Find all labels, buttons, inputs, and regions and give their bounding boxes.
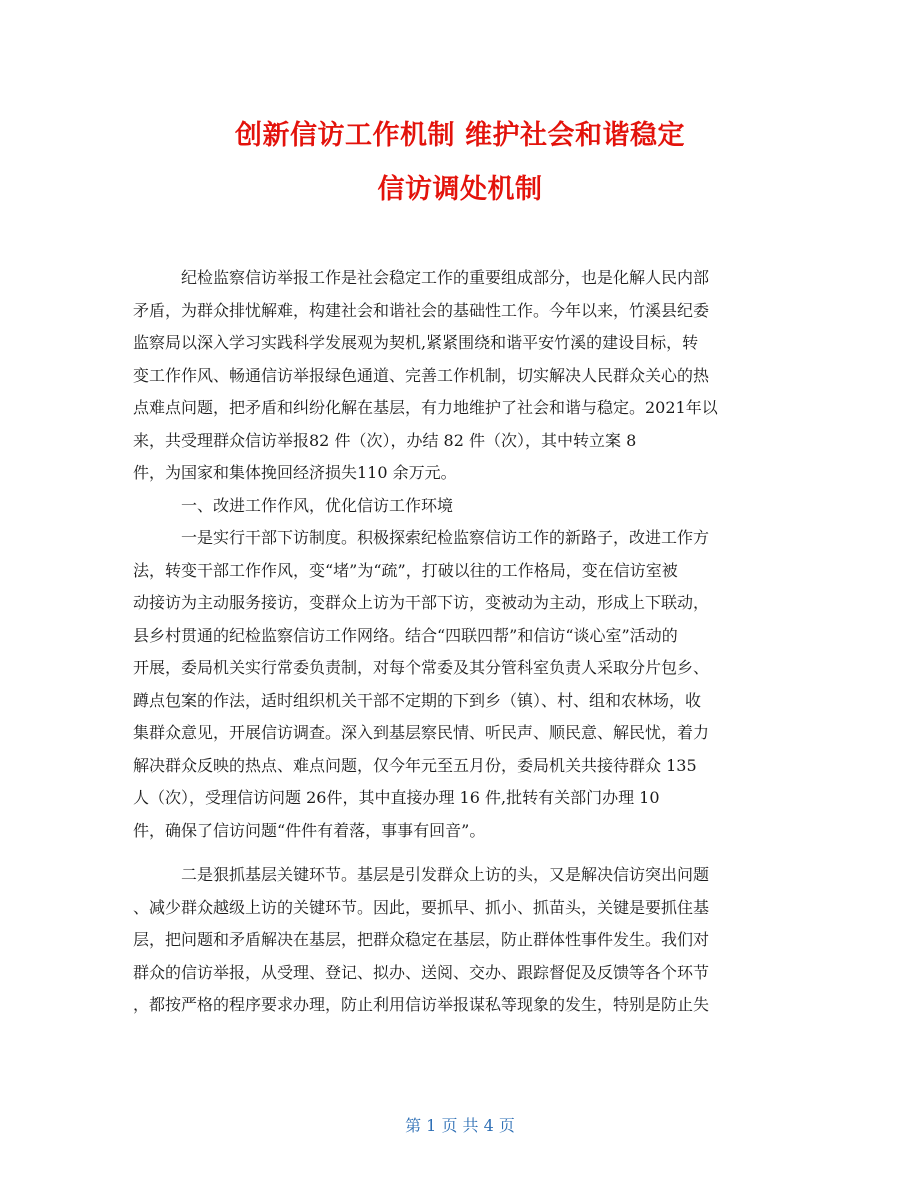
text-line: 群众的信访举报，从受理、登记、拟办、送阅、交办、跟踪督促及反馈等各个环节: [133, 962, 710, 982]
text-line: 蹲点包案的作法，适时组织机关干部不定期的下到乡（镇）、村、组和农林场，收: [133, 690, 702, 710]
text-line: 件，确保了信访问题“件件有着落，事事有回音”。: [133, 820, 486, 840]
text-line: 一是实行干部下访制度。积极探索纪检监察信访工作的新路子，改进工作方: [181, 528, 710, 547]
text-line: 开展，委局机关实行常委负责制，对每个常委及其分管科室负责人采取分片包乡、: [133, 658, 710, 677]
text-line: 人（次），受理信访问题 26件，其中直接办理 16 件,批转有关部门办理 10: [133, 788, 660, 807]
text-line: 来，共受理群众信访举报82 件（次），办结 82 件（次），其中转立案 8: [133, 430, 637, 450]
section-heading: 一、改进工作作风，优化信访工作环境: [181, 495, 454, 515]
text-line: 纪检监察信访举报工作是社会稳定工作的重要组成部分，也是化解人民内部: [181, 268, 710, 287]
text-line: 动接访为主动服务接访，变群众上访为干部下访，变被动为主动，形成上下联动，: [133, 593, 710, 612]
document-body: [133, 262, 793, 1022]
paragraph-cadre-visits: [133, 522, 793, 847]
page-number-footer: 第 1 页 共 4 页: [405, 1116, 515, 1135]
text-line: 县乡村贯通的纪检监察信访工作网络。结合“四联四帮”和信访“谈心室”活动的: [133, 625, 678, 645]
text-line: 解决群众反映的热点、难点问题，仅今年元至五月份，委局机关共接待群众 135: [133, 755, 697, 775]
text-line: 变工作作风、畅通信访举报绿色通道、完善工作机制，切实解决人民群众关心的热: [133, 365, 710, 385]
paragraph-grassroots: [133, 859, 793, 1022]
text-line: ，都按严格的程序要求办理，防止利用信访举报谋私等现象的发生，特别是防止失: [133, 995, 710, 1014]
text-line: 法，转变干部工作作风，变“堵”为“疏”，打破以往的工作格局，变在信访室被: [133, 560, 678, 580]
text-line: 、减少群众越级上访的关键环节。因此，要抓早、抓小、抓苗头，关键是要抓住基: [133, 897, 710, 917]
paragraph-intro: [133, 262, 793, 490]
text-line: 监察局以深入学习实践科学发展观为契机,紧紧围绕和谐平安竹溪的建设目标，转: [133, 333, 699, 352]
document-title-line2: 信访调处机制: [377, 174, 543, 205]
text-line: 集群众意见，开展信访调查。深入到基层察民情、听民声、顺民意、解民忧，着力: [133, 723, 710, 742]
document-title-line1: 创新信访工作机制 维护社会和谐稳定: [235, 120, 685, 151]
text-line: 点难点问题，把矛盾和纠纷化解在基层，有力地维护了社会和谐与稳定。2021年以: [133, 398, 718, 417]
text-line: 矛盾，为群众排忧解难，构建社会和谐社会的基础性工作。今年以来，竹溪县纪委: [133, 300, 710, 320]
text-line: 二是狠抓基层关键环节。基层是引发群众上访的头，又是解决信访突出问题: [181, 865, 710, 884]
text-line: 层，把问题和矛盾解决在基层，把群众稳定在基层，防止群体性事件发生。我们对: [133, 930, 710, 949]
text-line: 件，为国家和集体挽回经济损失110 余万元。: [133, 463, 457, 482]
